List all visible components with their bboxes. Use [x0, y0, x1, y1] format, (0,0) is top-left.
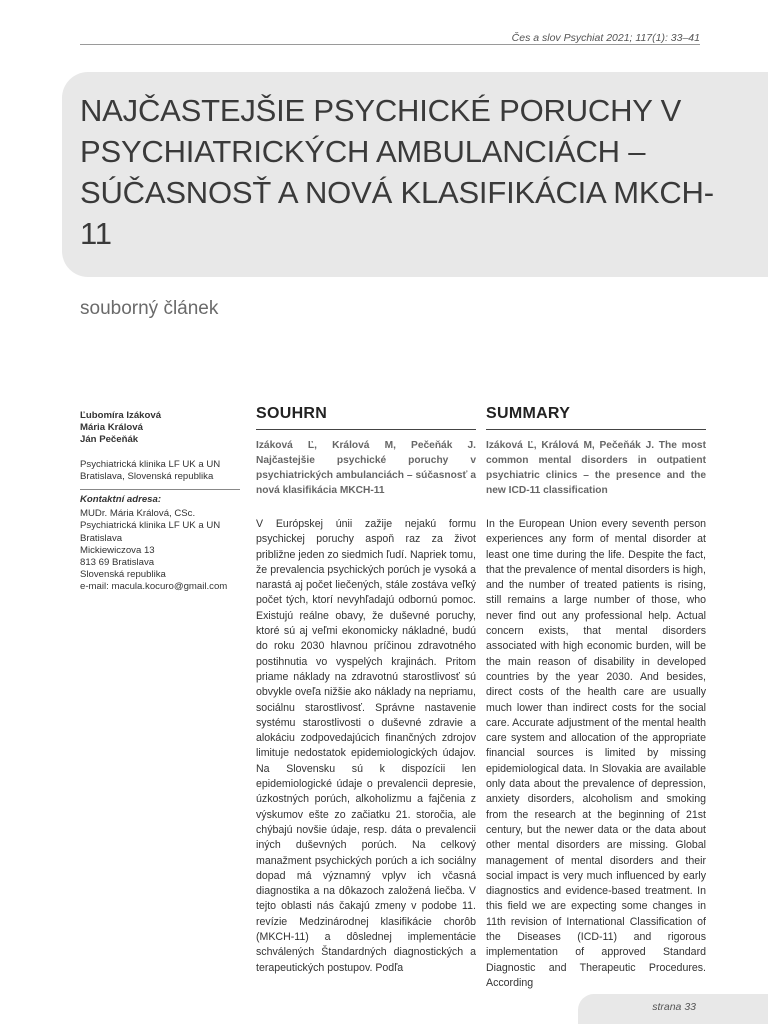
author-list [80, 410, 240, 447]
author-name: Ján Pečeňák [80, 434, 139, 446]
affiliation-line: Bratislava, Slovenská republika [80, 470, 214, 482]
article-type: souborný článek [80, 298, 219, 319]
affiliation [80, 459, 240, 483]
contact-line: MUDr. Mária Králová, CSc. [80, 508, 196, 520]
author-name: Mária Králová [80, 422, 143, 434]
contact-line: Bratislava [80, 532, 123, 544]
summary-heading: SUMMARY [486, 405, 706, 430]
journal-reference: Čes a slov Psychiat 2021; 117(1): 33–41 [511, 32, 700, 44]
contact-line: Mickiewiczova 13 [80, 544, 155, 556]
souhrn-text: V Európskej únii zažije nejakú formu psychickej poruchy aspoň raz za život približne jeden zo siedmich ľudí. Napriek tomu, že prevalencia psychických porúch je vysoká a narastá aj počet liečených, stále zostáva veľký počet tých, ktorí nevyhľadajú odbornú pomoc. Existujú reálne obavy, že duševné poruchy, ktoré sú aj veľmi ekonomicky nákladné, budú do roku 2030 hlavnou príčinou zdravotného postihnutia vo vyspelých krajinách. Pritom priame náklady na zdravotnú starostlivosť sú obvykle oveľa nižšie ako náklady na nepriamu, sociálnu starostlivosť. Správne nastavenie systému starostlivosti o duševné zdravie a alokáciu zodpovedajúcich finančných zdrojov limituje nedostatok epidemiologických údajov. Na Slovensku sú k dispozícii len epidemiologické údaje o prevalencii depresie, úzkostných porúch, alkoholizmu a fajčenia z výskumov ešte zo začiatku 21. storočia, ale chýbajú novšie údaje, resp. dáta o prevalencii iných duševných porúch. Na celkový manažment psychických porúch a ich sociálny dopad má významný vplyv ich včasná diagnostika a na dôkazoch založená liečba. V tejto oblasti nás čakajú zmeny v podobe 11. revízie Medzinárodnej klasifikácie chorôb (MKCH-11) a dôslednej implementácie schválených Štandardných diagnostických a terapeutických postupov. Podľa [256, 518, 476, 974]
page-number: strana 33 [652, 1001, 696, 1013]
article-title: NAJČASTEJŠIE PSYCHICKÉ PORUCHY V PSYCHIATRICKÝCH AMBULANCIÁCH – SÚČASNOSŤ A NOVÁ KLASIFIKÁCIA MKCH-11 [80, 93, 714, 251]
souhrn-citation: Izáková Ľ, Králová M, Pečeňák J. Najčastejšie psychické poruchy v psychiatrických ambulanciách – súčasnosť a nová klasifikácia MKCH-11 [256, 440, 476, 496]
summary-column [486, 405, 706, 989]
author-sidebar [80, 410, 240, 594]
author-name: Ľubomíra Izáková [80, 410, 162, 421]
contact-address [80, 489, 240, 594]
header-rule [80, 44, 700, 45]
contact-line: Slovenská republika [80, 569, 166, 581]
souhrn-heading: SOUHRN [256, 405, 476, 430]
contact-line: Psychiatrická klinika LF UK a UN [80, 520, 221, 532]
contact-email: e-mail: macula.kocuro@gmail.com [80, 581, 228, 593]
affiliation-line: Psychiatrická klinika LF UK a UN [80, 458, 221, 470]
contact-line: 813 69 Bratislava [80, 557, 155, 569]
summary-text: In the European Union every seventh person experiences any form of mental disorder at least one time during the life. Despite the fact, that the prevalence of mental disorders is high, and the number of treated patients is rising, still remains a large number of those, who never find out any professional help. Actual concern exists, that mental disorders associated with high economic burden, will be the main reason of disability in developed countries by the year 2030. And besides, direct costs of the health care are usually much lower than indirect costs for the social care. Accurate adjustment of the mental health care system and allocation of the appropriate financial sources is limited by missing epidemiological data. In Slovakia are available only data about the prevalence of depression, anxiety disorders, alcoholism and smoking from the research at the beginning of 21st century, but the newer data or the data about other mental disorders are missing. Global management of mental disorders and their social impact is very much influenced by early diagnostics and evidence-based treatment. In this field we are expecting some changes in 11th revision of International Classification of the Diseases (ICD-11) and rigorous implementation of approved Standard Diagnostic and Therapeutic Procedures. According [486, 518, 706, 989]
summary-citation: Izáková Ľ, Králová M, Pečeňák J. The most common mental disorders in outpatient psychiatric clinics – the presence and the new ICD-11 classification [486, 440, 706, 496]
souhrn-column [256, 405, 476, 974]
contact-label: Kontaktní adresa: [80, 494, 162, 506]
